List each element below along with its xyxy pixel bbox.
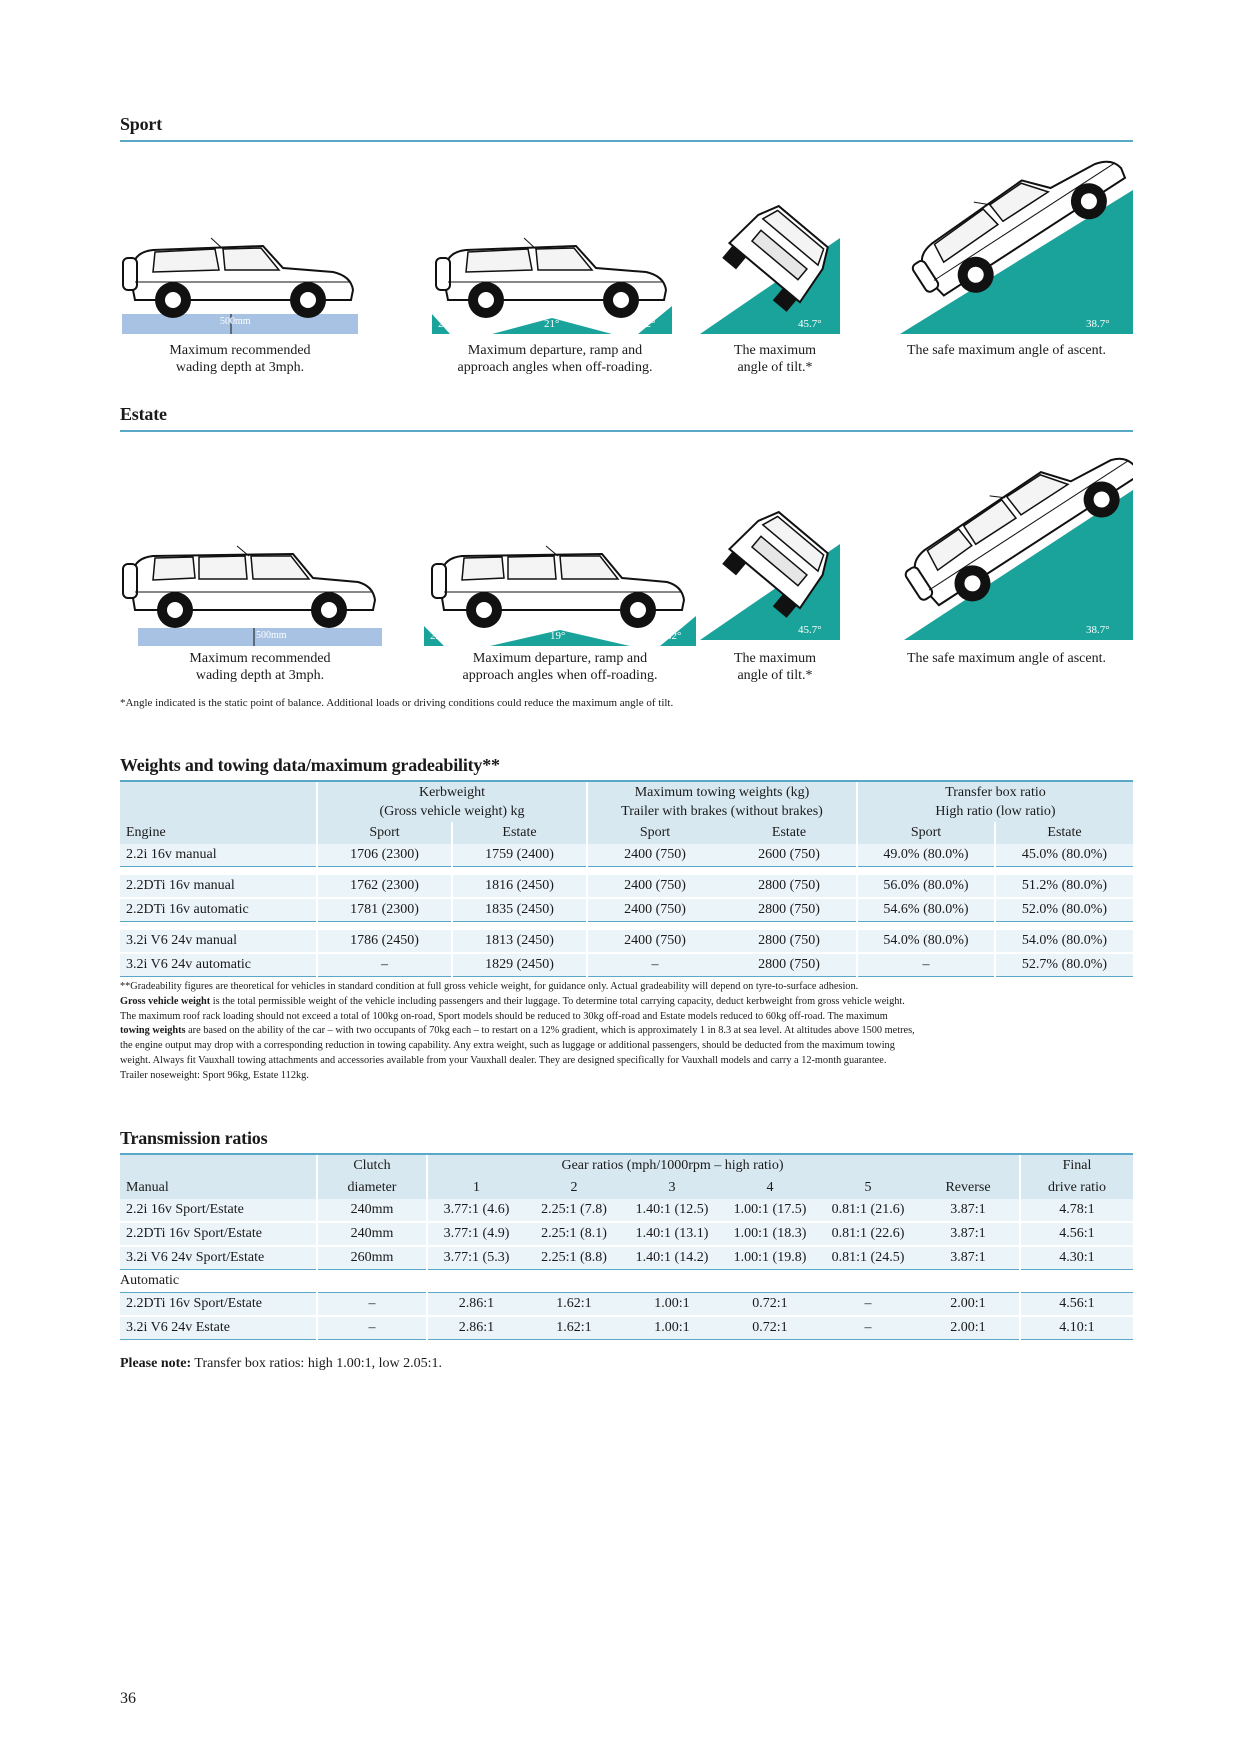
table-cell: –: [317, 1316, 427, 1340]
estate-wading-car-icon: [120, 528, 382, 646]
model-cell: 2.2i 16v Sport/Estate: [120, 1199, 317, 1222]
sport-angles-caption: Maximum departure, ramp and approach angles when off-roading.: [457, 343, 653, 375]
sport-tilt-caption: The maximum angle of tilt.*: [733, 343, 817, 375]
tow-sport-header: Sport: [587, 822, 722, 844]
table-cell: 1.40:1 (14.2): [623, 1246, 721, 1270]
table-cell: 1781 (2300): [317, 898, 452, 922]
estate-ascent-figure: [880, 440, 1133, 640]
engine-cell: 2.2i 16v manual: [120, 844, 317, 867]
final-header-2: drive ratio: [1020, 1177, 1133, 1199]
transmission-table: [120, 1155, 1133, 1340]
table-cell: 0.81:1 (24.5): [819, 1246, 917, 1270]
table-cell: 2800 (750): [722, 898, 857, 922]
table-row: [120, 1222, 1133, 1246]
estate-ramp-angle: 19°: [550, 630, 566, 642]
sport-rule: [120, 140, 1133, 142]
sport-depth-label: 500mm: [220, 316, 251, 327]
manual-header: Manual: [126, 1180, 169, 1195]
model-cell: 2.2DTi 16v Sport/Estate: [120, 1222, 317, 1246]
table-cell: 54.0% (80.0%): [857, 930, 995, 953]
estate-tilt-figure: [700, 500, 840, 640]
table-cell: 0.72:1: [721, 1316, 819, 1340]
note-line: the engine output may drop with a corresponding reduction in towing capability. Any extra weight, such as luggage or additional passengers, should be deducted from the maximum towing: [120, 1040, 895, 1052]
table-cell: –: [317, 953, 452, 977]
weights-group-header-row: [120, 782, 1133, 822]
estate-rule: [120, 430, 1133, 432]
table-cell: 1786 (2450): [317, 930, 452, 953]
sport-ascent-figure: [880, 150, 1133, 334]
sport-ascent-car-icon: [880, 150, 1133, 334]
final-header-1: Final: [1020, 1155, 1133, 1177]
table-row: [120, 930, 1133, 953]
table-cell: 4.30:1: [1020, 1246, 1133, 1270]
table-cell: 1816 (2450): [452, 875, 587, 898]
table-cell: 0.81:1 (21.6): [819, 1199, 917, 1222]
table-cell: 51.2% (80.0%): [995, 875, 1133, 898]
table-cell: 2400 (750): [587, 844, 722, 867]
table-row: [120, 953, 1133, 977]
table-cell: 2.86:1: [427, 1293, 525, 1317]
table-cell: 0.81:1 (22.6): [819, 1222, 917, 1246]
estate-ascent-angle: 38.7°: [1086, 624, 1110, 636]
estate-wading-caption: Maximum recommended wading depth at 3mph.: [189, 651, 331, 683]
sport-tilt-angle: 45.7°: [798, 318, 822, 330]
transfer-header: Transfer box ratio High ratio (low ratio): [857, 782, 1133, 822]
gear-5-header: 5: [864, 1180, 872, 1195]
estate-approach-angle: 32°: [666, 630, 682, 642]
table-cell: 2.00:1: [917, 1316, 1020, 1340]
table-cell: 240mm: [317, 1199, 427, 1222]
sport-ascent-caption: The safe maximum angle of ascent.: [906, 343, 1107, 358]
table-cell: 2.86:1: [427, 1316, 525, 1340]
table-cell: 2400 (750): [587, 875, 722, 898]
table-cell: 2600 (750): [722, 844, 857, 867]
table-cell: 45.0% (80.0%): [995, 844, 1133, 867]
note-line: towing weights are based on the ability of the car – with two occupants of 70kg each – to restart on a 12% gradient, which is approximately 1 in 8.3 at sea level. At altitudes above 1500 metres,: [120, 1025, 915, 1037]
transmission-header-row-2: [120, 1177, 1133, 1199]
tow-estate-header: Estate: [771, 825, 807, 840]
sport-tilt-car-icon: [700, 196, 840, 334]
table-cell: 2.00:1: [917, 1293, 1020, 1317]
sport-wading-figure: [120, 222, 360, 334]
table-row: [120, 1199, 1133, 1222]
clutch-header-1: Clutch: [317, 1155, 427, 1177]
engine-cell: 3.2i V6 24v automatic: [120, 953, 317, 977]
table-cell: 1813 (2450): [452, 930, 587, 953]
table-cell: 52.0% (80.0%): [995, 898, 1133, 922]
table-cell: 1.62:1: [525, 1293, 623, 1317]
group-separator: [120, 867, 1133, 876]
automatic-subheading-row: [120, 1270, 1133, 1293]
table-row: [120, 875, 1133, 898]
gear-ratios-header: Gear ratios (mph/1000rpm – high ratio): [427, 1155, 917, 1177]
model-cell: 3.2i V6 24v Estate: [120, 1316, 317, 1340]
note-line: **Gradeability figures are theoretical for vehicles in standard condition at full gross vehicle weight, for guidance only. Actual gradeability will depend on tyre-to-surface adhesion.: [120, 981, 859, 992]
table-cell: 2800 (750): [722, 930, 857, 953]
group-separator: [120, 922, 1133, 931]
weights-notes: [120, 980, 1133, 1084]
sport-angles-figure: [432, 222, 672, 334]
automatic-subheading: Automatic: [120, 1270, 1133, 1293]
note-line: weight. Always fit Vauxhall towing attachments and accessories available from your Vauxhall dealer. They are designed specifically for Vauxhall models and carry a 12-month guarantee.: [120, 1054, 887, 1066]
please-note: Please note: Transfer box ratios: high 1.00:1, low 2.05:1.: [120, 1356, 442, 1371]
table-cell: 1706 (2300): [317, 844, 452, 867]
table-row: [120, 1293, 1133, 1317]
table-cell: 4.56:1: [1020, 1222, 1133, 1246]
estate-angles-car-icon: [424, 528, 696, 646]
table-cell: –: [857, 953, 995, 977]
table-cell: 2.25:1 (8.8): [525, 1246, 623, 1270]
reverse-header: Reverse: [945, 1180, 991, 1195]
table-cell: –: [819, 1316, 917, 1340]
table-cell: 1759 (2400): [452, 844, 587, 867]
table-cell: 3.77:1 (4.9): [427, 1222, 525, 1246]
model-cell: 3.2i V6 24v Sport/Estate: [120, 1246, 317, 1270]
table-cell: 1.62:1: [525, 1316, 623, 1340]
engine-header: Engine: [126, 825, 166, 840]
table-row: [120, 898, 1133, 922]
table-cell: 2800 (750): [722, 875, 857, 898]
table-cell: 1835 (2450): [452, 898, 587, 922]
table-cell: 1.00:1: [623, 1316, 721, 1340]
clutch-header-2: diameter: [317, 1177, 427, 1199]
note-line: Trailer noseweight: Sport 96kg, Estate 112kg.: [120, 1069, 309, 1081]
table-cell: 1829 (2450): [452, 953, 587, 977]
weights-col-header-row: [120, 822, 1133, 844]
estate-departure-angle: 23°: [430, 630, 446, 642]
table-cell: 4.56:1: [1020, 1293, 1133, 1317]
transmission-header-row-1: [120, 1155, 1133, 1177]
table-cell: 0.72:1: [721, 1293, 819, 1317]
sport-departure-angle: 29°: [438, 318, 454, 330]
towing-header: Maximum towing weights (kg) Trailer with brakes (without brakes): [587, 782, 857, 822]
table-cell: 1.00:1 (19.8): [721, 1246, 819, 1270]
table-cell: 1.00:1 (18.3): [721, 1222, 819, 1246]
table-cell: 240mm: [317, 1222, 427, 1246]
tilt-footnote: *Angle indicated is the static point of balance. Additional loads or driving conditions could reduce the maximum angle of tilt.: [120, 697, 674, 709]
table-cell: 3.87:1: [917, 1222, 1020, 1246]
table-cell: 1.40:1 (12.5): [623, 1199, 721, 1222]
sport-ascent-angle: 38.7°: [1086, 318, 1110, 330]
transmission-heading: Transmission ratios: [120, 1128, 268, 1148]
gear-3-header: 3: [668, 1180, 676, 1195]
estate-tilt-angle: 45.7°: [798, 624, 822, 636]
estate-ascent-car-icon: [880, 440, 1133, 640]
estate-depth-label: 500mm: [256, 630, 287, 641]
table-cell: 2800 (750): [722, 953, 857, 977]
table-cell: 4.10:1: [1020, 1316, 1133, 1340]
sport-approach-angle: 32°: [640, 318, 656, 330]
table-cell: 260mm: [317, 1246, 427, 1270]
table-cell: –: [819, 1293, 917, 1317]
table-cell: 1.40:1 (13.1): [623, 1222, 721, 1246]
engine-cell: 2.2DTi 16v manual: [120, 875, 317, 898]
sport-ramp-angle: 21°: [544, 318, 560, 330]
gear-2-header: 2: [570, 1180, 578, 1195]
table-cell: –: [317, 1293, 427, 1317]
estate-wading-figure: [120, 528, 382, 646]
engine-cell: 3.2i V6 24v manual: [120, 930, 317, 953]
gear-1-header: 1: [427, 1177, 525, 1199]
table-row: [120, 844, 1133, 867]
estate-heading: Estate: [120, 404, 167, 424]
table-cell: 1762 (2300): [317, 875, 452, 898]
table-cell: 52.7% (80.0%): [995, 953, 1133, 977]
table-cell: 3.87:1: [917, 1246, 1020, 1270]
transfer-sport-header: Sport: [857, 822, 995, 844]
transfer-estate-header: Estate: [995, 822, 1133, 844]
gear-4-header: 4: [766, 1180, 774, 1195]
kerb-sport-header: Sport: [317, 822, 452, 844]
estate-angles-figure: [424, 528, 696, 646]
table-cell: –: [587, 953, 722, 977]
table-cell: 2400 (750): [587, 930, 722, 953]
page-number: 36: [120, 1690, 136, 1707]
estate-tilt-car-icon: [700, 500, 840, 640]
table-cell: 3.77:1 (4.6): [427, 1199, 525, 1222]
table-cell: 2400 (750): [587, 898, 722, 922]
table-cell: 54.6% (80.0%): [857, 898, 995, 922]
table-cell: 49.0% (80.0%): [857, 844, 995, 867]
note-line: The maximum roof rack loading should not exceed a total of 100kg on-road, Sport models should be reduced to 30kg off-road and Estate models reduced to 60kg off-road. The maximum: [120, 1010, 888, 1022]
weights-table: [120, 782, 1133, 977]
table-row: [120, 1246, 1133, 1270]
estate-tilt-caption: The maximum angle of tilt.*: [733, 651, 817, 683]
weights-heading: Weights and towing data/maximum gradeability**: [120, 755, 500, 775]
table-cell: 2.25:1 (8.1): [525, 1222, 623, 1246]
note-line: Gross vehicle weight is the total permissible weight of the vehicle including passengers and their luggage. To determine total carrying capacity, deduct kerbweight from gross vehicle weight.: [120, 995, 905, 1007]
table-cell: 1.00:1: [623, 1293, 721, 1317]
table-cell: 2.25:1 (7.8): [525, 1199, 623, 1222]
kerb-estate-header: Estate: [452, 822, 587, 844]
sport-heading: Sport: [120, 114, 163, 134]
table-cell: 56.0% (80.0%): [857, 875, 995, 898]
table-cell: 3.77:1 (5.3): [427, 1246, 525, 1270]
sport-wading-caption: Maximum recommended wading depth at 3mph.: [169, 343, 311, 375]
estate-ascent-caption: The safe maximum angle of ascent.: [906, 651, 1107, 666]
estate-angles-caption: Maximum departure, ramp and approach angles when off-roading.: [462, 651, 658, 683]
table-cell: 54.0% (80.0%): [995, 930, 1133, 953]
table-cell: 1.00:1 (17.5): [721, 1199, 819, 1222]
table-cell: 3.87:1: [917, 1199, 1020, 1222]
table-cell: 4.78:1: [1020, 1199, 1133, 1222]
kerbweight-header: Kerbweight (Gross vehicle weight) kg: [317, 782, 587, 822]
engine-cell: 2.2DTi 16v automatic: [120, 898, 317, 922]
model-cell: 2.2DTi 16v Sport/Estate: [120, 1293, 317, 1317]
sport-tilt-figure: [700, 196, 840, 334]
table-row: [120, 1316, 1133, 1340]
